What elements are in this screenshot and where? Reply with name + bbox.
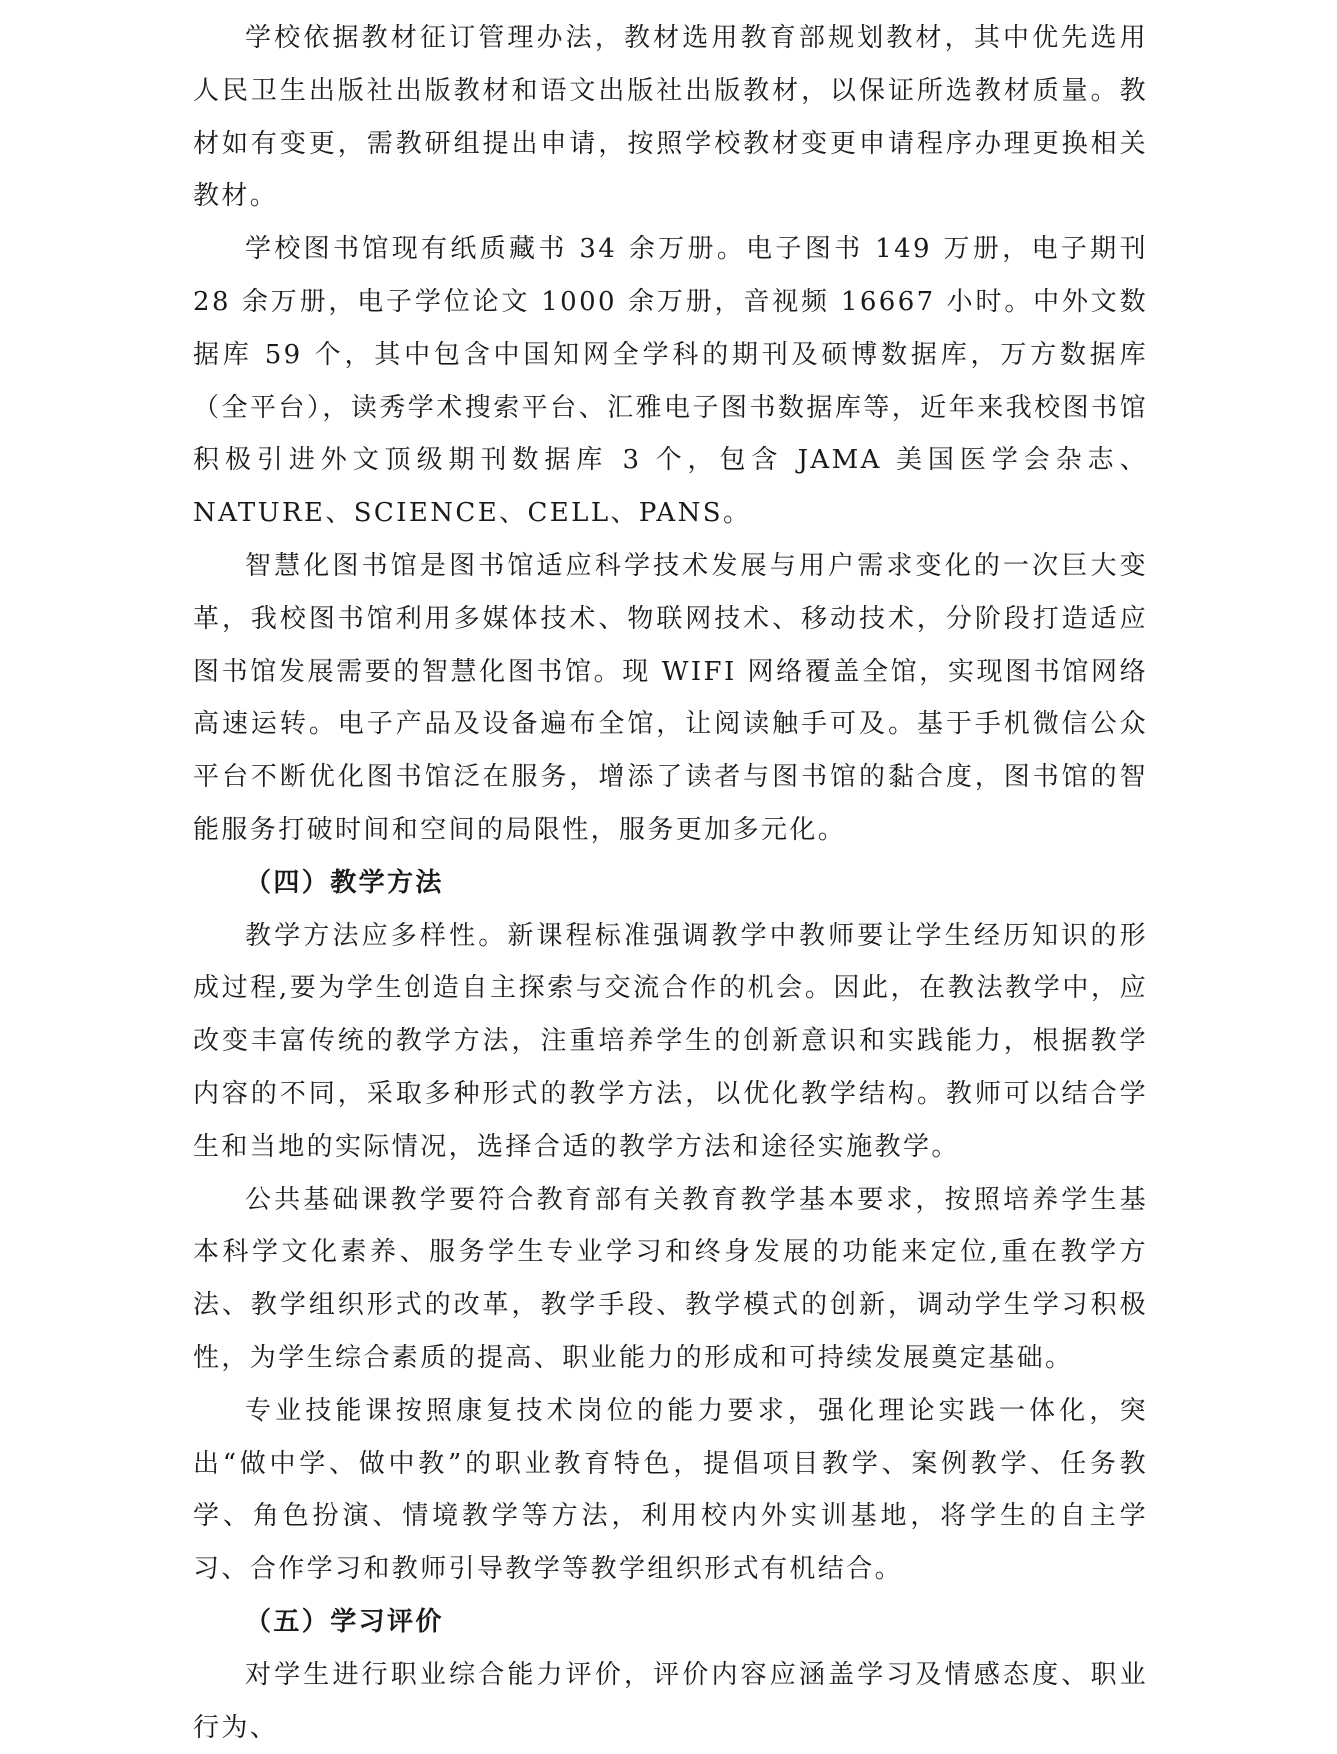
section-heading-teaching-methods: （四）教学方法 bbox=[245, 867, 444, 898]
paragraph-public-foundation-courses: 公共基础课教学要符合教育部有关教育教学基本要求，按照培养学生基本科学文化素养、服务学生专业学习和终身发展的功能来定位,重在教学方法、教学组织形式的改革，教学手段、教学模式的创新，调动学生学习积极性，为学生综合素质的提高、职业能力的形成和可持续发展奠定基础。 bbox=[193, 1184, 1148, 1373]
paragraph-teaching-methods: 教学方法应多样性。新课程标准强调教学中教师要让学生经历知识的形成过程,要为学生创造自主探索与交流合作的机会。因此，在教法教学中，应改变丰富传统的教学方法，注重培养学生的创新意识和实践能力，根据教学内容的不同，采取多种形式的教学方法，以优化教学结构。教师可以结合学生和当地的实际情况，选择合适的教学方法和途径实施教学。 bbox=[193, 920, 1148, 1162]
section-heading-learning-evaluation: （五）学习评价 bbox=[245, 1606, 444, 1637]
paragraph-smart-library: 智慧化图书馆是图书馆适应科学技术发展与用户需求变化的一次巨大变革，我校图书馆利用多媒体技术、物联网技术、移动技术，分阶段打造适应图书馆发展需要的智慧化图书馆。现 WIFI 网络覆盖全馆，实现图书馆网络高速运转。电子产品及设备遍布全馆，让阅读触手可及。基于手机微信公众平台不断优化图书馆泛在服务，增添了读者与图书馆的黏合度，图书馆的智能服务打破时间和空间的局限性，服务更加多元化。 bbox=[193, 550, 1148, 845]
paragraph-professional-skill-courses: 专业技能课按照康复技术岗位的能力要求，强化理论实践一体化，突出“做中学、做中教”的职业教育特色，提倡项目教学、案例教学、任务教学、角色扮演、情境教学等方法，利用校内外实训基地，将学生的自主学习、合作学习和教师引导教学等教学组织形式有机结合。 bbox=[193, 1395, 1148, 1585]
paragraph-library-collection: 学校图书馆现有纸质藏书 34 余万册。电子图书 149 万册，电子期刊 28 余万册，电子学位论文 1000 余万册，音视频 16667 小时。中外文数据库 59 个，其中包含中国知网全学科的期刊及硕博数据库，万方数据库（全平台），读秀学术搜索平台、汇雅电子图书数据库等，近年来我校图书馆积极引进外文顶级期刊数据库 3 个，包含 JAMA 美国医学会杂志、NATURE、SCIENCE、CELL、PANS。 bbox=[193, 234, 1148, 529]
document-body bbox=[193, 12, 1148, 1754]
paragraph-textbook-selection: 学校依据教材征订管理办法，教材选用教育部规划教材，其中优先选用人民卫生出版社出版教材和语文出版社出版教材，以保证所选教材质量。教材如有变更，需教研组提出申请，按照学校教材变更申请程序办理更换相关教材。 bbox=[193, 23, 1148, 212]
paragraph-learning-evaluation: 对学生进行职业综合能力评价，评价内容应涵盖学习及情感态度、职业行为、 bbox=[193, 1659, 1148, 1743]
